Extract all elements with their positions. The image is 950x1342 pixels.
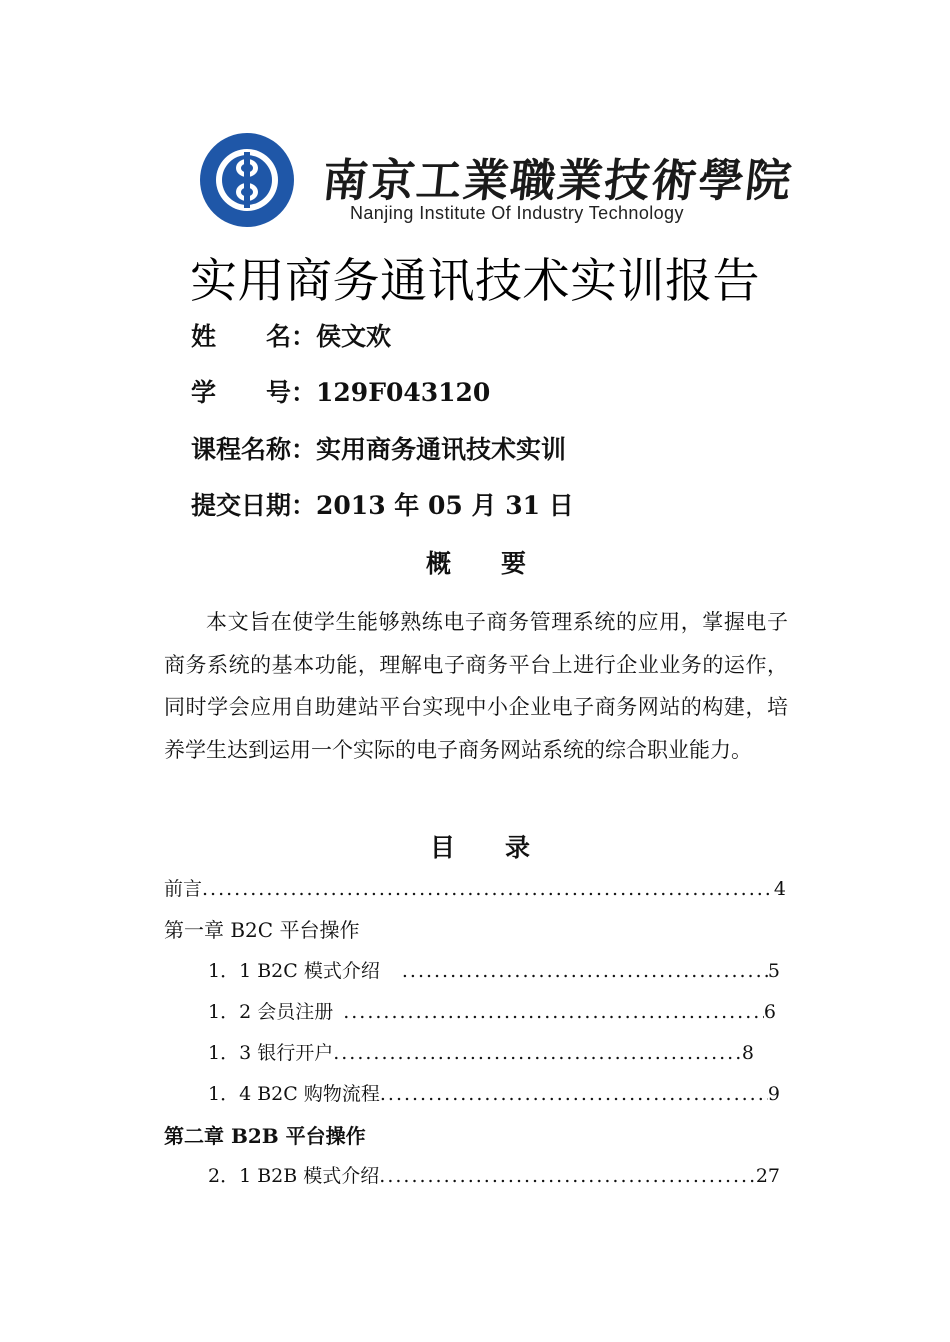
info-course <box>191 430 566 466</box>
toc-leader-dots <box>333 1042 742 1064</box>
info-course-value: 实用商务通讯技术实训 <box>316 435 567 464</box>
toc-entry-label: 前言 <box>164 878 203 900</box>
toc-entry-1-2[interactable] <box>208 997 776 1024</box>
toc-entry-2-1[interactable] <box>208 1161 780 1188</box>
toc-entry-page: 9 <box>767 1083 780 1105</box>
info-name-value: 侯文欢 <box>316 322 392 351</box>
school-emblem-icon <box>197 130 300 230</box>
info-student-id <box>191 373 490 409</box>
toc-leader-dots <box>343 1001 764 1023</box>
report-title: 实用商务通讯技术实训报告 <box>190 254 760 309</box>
toc-heading: 目 录 <box>430 833 531 862</box>
toc-entry-preface[interactable] <box>164 874 786 901</box>
info-name-label: 姓 名： <box>191 322 317 351</box>
toc-entry-page: 4 <box>773 878 786 900</box>
abstract-heading: 概 要 <box>426 549 527 578</box>
toc-entry-page: 5 <box>767 960 780 982</box>
toc-entry-page: 6 <box>763 1001 776 1023</box>
toc-entry-page: 27 <box>755 1165 780 1187</box>
toc-leader-dots <box>202 878 774 900</box>
school-name-english: Nanjing Institute Of Industry Technology <box>350 203 684 223</box>
school-name-chinese: 南京工業職業技術學院 <box>319 154 796 207</box>
toc-chapter-1[interactable]: 第一章 B2C 平台操作 <box>164 918 360 942</box>
info-date <box>191 486 574 522</box>
toc-entry-label: 1．2 会员注册 <box>208 1001 334 1023</box>
info-course-label: 课程名称： <box>191 435 317 464</box>
info-date-label: 提交日期： <box>191 491 317 520</box>
info-student-id-value: 129F043120 <box>316 378 491 407</box>
info-name <box>191 317 391 353</box>
toc-entry-label: 1．3 银行开户 <box>208 1042 334 1064</box>
toc-leader-dots <box>402 960 768 982</box>
toc-entry-1-1[interactable] <box>208 956 780 983</box>
toc-entry-label: 1．4 B2C 购物流程 <box>208 1083 380 1105</box>
school-logo <box>197 130 796 230</box>
toc-entry-label: 2．1 B2B 模式介绍 <box>208 1165 380 1187</box>
info-student-id-label: 学 号： <box>191 378 317 407</box>
toc-entry-label: 1．1 B2C 模式介绍 <box>208 960 380 982</box>
abstract-text: 本文旨在使学生能够熟练电子商务管理系统的应用，掌握电子商务系统的基本功能，理解电子商务平台上进行企业业务的运作，同时学会应用自助建站平台实现中小企业电子商务网站的构建，培养学生达到运用一个实际的电子商务网站系统的综合职业能力。 <box>164 610 788 762</box>
toc-chapter-2[interactable]: 第二章 B2B 平台操作 <box>164 1124 366 1148</box>
toc-leader-dots <box>379 1165 756 1187</box>
toc-entry-1-4[interactable] <box>208 1079 780 1106</box>
toc-entry-1-3[interactable] <box>208 1038 754 1065</box>
info-date-value: 2013 年 05 月 31 日 <box>316 491 574 520</box>
toc-entry-page: 8 <box>741 1042 754 1064</box>
toc-leader-dots <box>380 1083 768 1105</box>
